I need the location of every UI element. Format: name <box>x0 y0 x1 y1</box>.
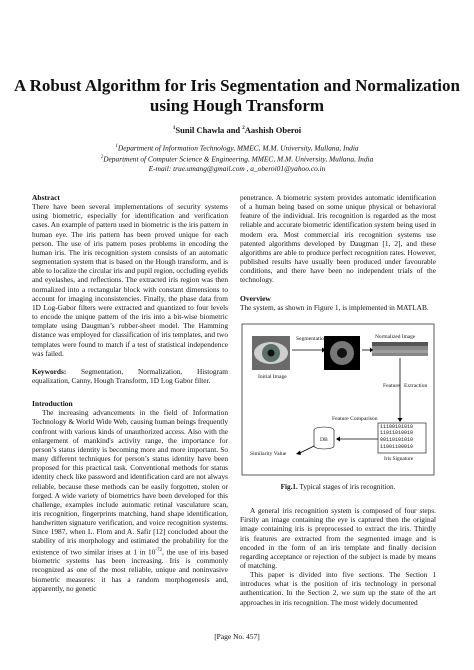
intro-part-2: , the use of iris based biometric systems has been increasing. Iris is commonly recognized as one of the most reliable, unique and noninvasive biometric measures: it has a random morphogenesis and, apparently, no genetic <box>32 547 228 593</box>
iris-code-lines <box>380 424 413 450</box>
abstract-heading: Abstract <box>32 193 60 202</box>
label-initial: Initial Image <box>258 373 287 380</box>
page-number: [Page No. 457] <box>214 632 260 641</box>
paper-title: A Robust Algorithm for Iris Segmentation and Normalization using Hough Transform <box>14 76 460 115</box>
aff2-marker: 2 <box>100 155 104 161</box>
overview-heading: Overview <box>240 293 271 303</box>
code-line: 00110101010 <box>380 437 414 444</box>
label-normalized: Normalized Image <box>375 333 416 340</box>
code-line: 11011010010 <box>380 430 414 437</box>
label-db: DB <box>320 436 328 443</box>
author-2: Aashish Oberoi <box>244 125 302 135</box>
segmented-pupil <box>337 348 347 358</box>
figure-1 <box>240 322 436 477</box>
body-paragraph-2: This paper is divided into five sections. The Section 1 introduces what is the position of iris technology in personal authentication. In the Section 2, we sum up the state of the art approaches in iris recognition. The most widely documented <box>240 570 436 607</box>
code-line: 11001100010 <box>380 443 414 450</box>
author-line <box>0 125 474 135</box>
label-feature: Feature <box>383 382 400 389</box>
aff1-marker: 1 <box>115 144 118 149</box>
keywords-label: Keywords: <box>32 366 67 376</box>
affiliation-1 <box>0 142 474 153</box>
caption-text: Typical stages of iris recognition. <box>297 482 396 491</box>
keywords <box>32 367 228 385</box>
introduction-text <box>32 408 228 593</box>
email-line: E-mail: true.umang@gmail.com , a_oberoi01@yahoo.co.in <box>148 164 326 174</box>
normalized-band <box>372 342 428 346</box>
caption-label: Fig.1. <box>280 482 298 491</box>
label-similarity: Similarity Value <box>250 450 287 457</box>
keywords-text: Segmentation, Normalization, Histogram equalization, Canny, Hough Transform, 1D Log Gabor filter. <box>32 366 228 385</box>
author1-marker: 1 <box>172 126 176 132</box>
body-paragraph-1: A general iris recognition system is composed of four steps. Firstly an image containing the eye is captured then the original image containing iris is preprocessed to extract the iris. Thirdly iris features are extracted from the segmented image and is encoded in the form of an iris template and finally decision regarding acceptance or rejection of the subject is made by means of matching. <box>240 506 436 570</box>
label-extraction: Extraction <box>404 382 428 389</box>
figure-caption <box>240 483 436 492</box>
eye-pupil <box>268 349 275 356</box>
normalized-band-2 <box>372 350 428 353</box>
label-iris-signature: Iris Signature <box>384 455 414 462</box>
author-conjunction: and <box>224 125 243 135</box>
overview-text: The system, as shown in Figure 1, is implemented in MATLAB. <box>240 302 429 312</box>
aff2-text: Department of Computer Science & Engineering, MMEC, M.M. University, Mullana, India <box>103 154 374 164</box>
introduction-heading: Introduction <box>32 399 73 409</box>
intro-continuation: penetrance. A biometric system provides automatic identification of a human being based on some unique physical or behavioral feature of the individual. Iris recognition is regarded as the most reliable and accurate biometric identification system being used in modern era. Most commercial iris recognition systems use patented algorithms developed by Daugman [1, 2], and these algorithms are able to produce perfect recognition rates. However, published results have usually been produced under favourable conditions, and there have been no independent trials of the technology. <box>240 193 436 285</box>
aff1-text: Department of Information Technology, MMEC, M.M. University, Mullana, India <box>117 143 359 153</box>
label-feature-comparison: Feature Comparison <box>332 415 378 422</box>
author2-marker: 2 <box>242 126 245 132</box>
left-column <box>32 193 228 593</box>
affiliation-2 <box>0 153 474 164</box>
author-1: Sunil Chawla <box>175 125 225 135</box>
code-line: 11100101010 <box>380 423 414 430</box>
abstract-text: There have been several implementations of security systems using biometric, especially for identification and verification cases. An example of pattern used in biometric is the iris pattern in human eye. The iris pattern has been proved unique for each person. The use of iris pattern poses problems in encoding the human iris. The iris recognition system consists of an automatic segmentation system that is based on the Hough transform, and is able to localize the circular iris and pupil region, occluding eyelids and eyelashes, and reflections. The extracted iris region was then normalized into a rectangular block with constant dimensions to account for imaging inconsistencies. Finally, the phase data from 1D Log-Gabor filters were extracted and quantized to four levels to encode the unique pattern of the iris into a bit-wise biometric template using Daugman’s rubber-sheet model. The Hamming distance was employed for classification of iris templates, and two templates were found to match if a test of statistical independence was failed. <box>32 202 228 358</box>
intro-part-1: The increasing advancements in the field of Information Technology & World Wide Web, causing human beings frequently confront with various kinds of unauthorized access. Also with the enlargement of mankind's activity range, the importance for person’s status identity is becoming more and more important. So many different techniques for person’s status identity have been proposed for this practical task. Conventional methods for status identity check like password and identification card are not always reliable, because these methods can be easily forgotten, stolen or forged. A wide variety of biometrics have been developed for this challenge, examples include automatic retinal vasculature scan, iris recognition, fingerprints matching, hand shape identification, handwritten signature verification, and voice recognition systems. Since 1987, when L. Flom and A. Safir [12] concluded about the stability of iris morphology and estimated the probability for the existence of two similar irises at 1 in 10 <box>32 408 228 557</box>
right-column <box>240 193 436 607</box>
label-segmentation: Segmentation <box>296 335 327 342</box>
affiliations <box>0 142 474 174</box>
intro-exponent: -72 <box>155 547 163 553</box>
